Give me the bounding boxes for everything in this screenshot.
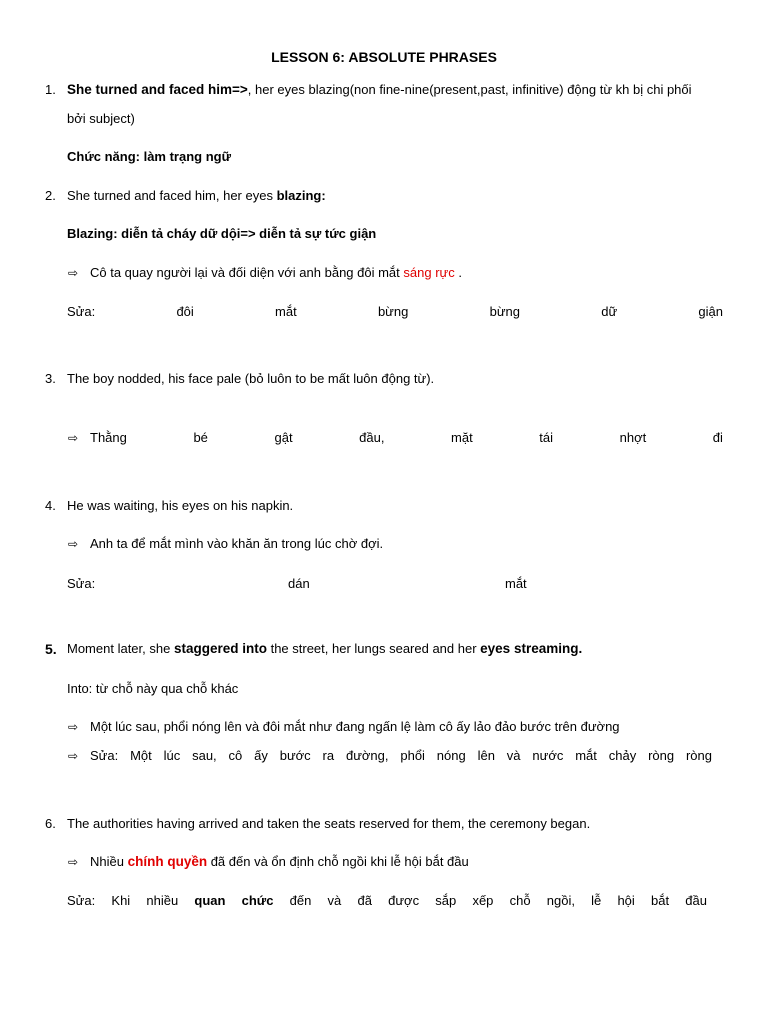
item-2-sentence bbox=[67, 187, 326, 205]
trans-word: đầu, bbox=[359, 430, 385, 445]
fix-word: đường, bbox=[345, 748, 389, 763]
item-4-fix-word: dán bbox=[288, 576, 310, 591]
item-2-text: She turned and faced him, her eyes bbox=[67, 188, 277, 203]
item-3-sentence: The boy nodded, his face pale (bỏ luôn to be mất luôn động từ). bbox=[67, 371, 435, 386]
arrow-icon: ⇨ bbox=[68, 537, 79, 551]
fix-word: Một bbox=[130, 748, 152, 763]
fix-word: lúc bbox=[163, 748, 181, 763]
item-number: 2. bbox=[45, 188, 56, 203]
item-number: 5. bbox=[45, 641, 57, 657]
fix-word: sau, bbox=[192, 748, 217, 763]
fix-word: ấy bbox=[254, 748, 268, 763]
fix-word: ngồi, bbox=[546, 893, 575, 908]
fix-word: Sửa: bbox=[67, 893, 96, 908]
fix-word: quan bbox=[194, 893, 226, 908]
fix-word: đôi bbox=[176, 304, 194, 319]
fix-word: chỗ bbox=[509, 893, 531, 908]
fix-word: chảy bbox=[608, 748, 637, 763]
highlight-red: chính quyền bbox=[127, 854, 208, 869]
fix-word: dữ bbox=[601, 304, 618, 319]
item-1-continuation: bởi subject) bbox=[67, 111, 135, 126]
translation-text: Cô ta quay người lại và đối diện với anh bằng đôi mắt bbox=[90, 265, 404, 280]
fix-word: phổi bbox=[400, 748, 425, 763]
arrow-icon: ⇨ bbox=[68, 855, 79, 869]
trans-word: Thằng bbox=[90, 430, 127, 445]
item-2-translation bbox=[90, 264, 462, 282]
fix-word: ròng bbox=[648, 748, 675, 763]
item-1-function: Chức năng: làm trạng ngữ bbox=[67, 149, 231, 164]
item-4-fix-label: Sửa: bbox=[67, 576, 96, 591]
fix-word: mắt bbox=[275, 304, 297, 319]
fix-word: nhiều bbox=[146, 893, 179, 908]
highlight-red: sáng rực bbox=[403, 265, 455, 280]
arrow-icon: ⇨ bbox=[68, 749, 79, 763]
item-4-fix-word: mắt bbox=[505, 576, 527, 591]
fix-word: xếp bbox=[472, 893, 494, 908]
item-5-mid: the street, her lungs seared and her bbox=[266, 641, 481, 656]
fix-word: hội bbox=[617, 893, 635, 908]
fix-word: đến bbox=[289, 893, 312, 908]
item-5-bold: staggered into bbox=[173, 641, 267, 656]
trans-word: đi bbox=[712, 430, 723, 445]
arrow-icon: ⇨ bbox=[68, 266, 79, 280]
item-number: 3. bbox=[45, 371, 56, 386]
fix-word: bước bbox=[279, 748, 311, 763]
item-5-bold: eyes streaming. bbox=[480, 641, 583, 656]
lesson-title: LESSON 6: ABSOLUTE PHRASES bbox=[271, 49, 497, 65]
item-2-bold: blazing: bbox=[276, 188, 326, 203]
fix-word: nước bbox=[532, 748, 564, 763]
item-5-pre: Moment later, she bbox=[67, 641, 174, 656]
item-5-translation: Một lúc sau, phổi nóng lên và đôi mắt như đang ngấn lệ làm cô ấy lảo đảo bước trên đường bbox=[90, 719, 620, 734]
fix-word: nóng bbox=[436, 748, 466, 763]
item-6-translation bbox=[90, 853, 469, 871]
item-number: 1. bbox=[45, 82, 56, 97]
fix-word: lên bbox=[477, 748, 495, 763]
trans-word: gật bbox=[274, 430, 293, 445]
item-2-fix bbox=[67, 303, 723, 321]
arrow-icon: ⇨ bbox=[68, 431, 79, 445]
item-1-bold: She turned and faced him=> bbox=[67, 82, 248, 97]
item-1-sentence bbox=[67, 81, 692, 99]
item-6-fix bbox=[67, 892, 707, 910]
fix-word: ra bbox=[322, 748, 335, 763]
trans-word: nhợt bbox=[619, 430, 647, 445]
fix-word: ròng bbox=[685, 748, 712, 763]
item-number: 6. bbox=[45, 816, 56, 831]
fix-word: cô bbox=[228, 748, 243, 763]
fix-word: Sửa: bbox=[90, 748, 119, 763]
fix-word: bắt bbox=[651, 893, 670, 908]
trans-word: mặt bbox=[451, 430, 473, 445]
item-4-translation: Anh ta để mắt mình vào khăn ăn trong lúc chờ đợi. bbox=[90, 536, 384, 551]
fix-word: đầu bbox=[685, 893, 707, 908]
fix-word: Sửa: bbox=[67, 304, 96, 319]
item-2-note: Blazing: diễn tả cháy dữ dội=> diễn tả sự tức giận bbox=[67, 226, 377, 241]
item-5-fix bbox=[90, 747, 712, 765]
fix-word: giận bbox=[698, 304, 723, 319]
fix-word: bừng bbox=[377, 304, 409, 319]
item-3-translation bbox=[90, 429, 723, 447]
item-1-rest: , her eyes blazing(non fine-nine(present,past, infinitive) động từ kh bị chi phối bbox=[247, 82, 692, 97]
fix-word: và bbox=[327, 893, 342, 908]
fix-word: bừng bbox=[489, 304, 520, 319]
item-number: 4. bbox=[45, 498, 56, 513]
translation-text: Nhiều bbox=[90, 854, 128, 869]
translation-end: đã đến và ổn định chỗ ngồi khi lễ hội bắt đầu bbox=[207, 854, 469, 869]
item-6-sentence: The authorities having arrived and taken the seats reserved for them, the ceremony began. bbox=[67, 816, 591, 831]
fix-word: sắp bbox=[435, 893, 457, 908]
trans-word: tái bbox=[539, 430, 554, 445]
item-5-sentence bbox=[67, 640, 582, 658]
arrow-icon: ⇨ bbox=[68, 720, 79, 734]
fix-word: được bbox=[388, 893, 420, 908]
fix-word: Khi bbox=[111, 893, 131, 908]
fix-word: lễ bbox=[591, 893, 602, 908]
fix-word: đã bbox=[357, 893, 372, 908]
fix-word: mắt bbox=[575, 748, 597, 763]
item-4-sentence: He was waiting, his eyes on his napkin. bbox=[67, 498, 294, 513]
fix-word: và bbox=[506, 748, 521, 763]
trans-word: bé bbox=[193, 430, 208, 445]
translation-end: . bbox=[454, 265, 462, 280]
item-5-note: Into: từ chỗ này qua chỗ khác bbox=[67, 681, 239, 696]
fix-word: chức bbox=[241, 893, 274, 908]
